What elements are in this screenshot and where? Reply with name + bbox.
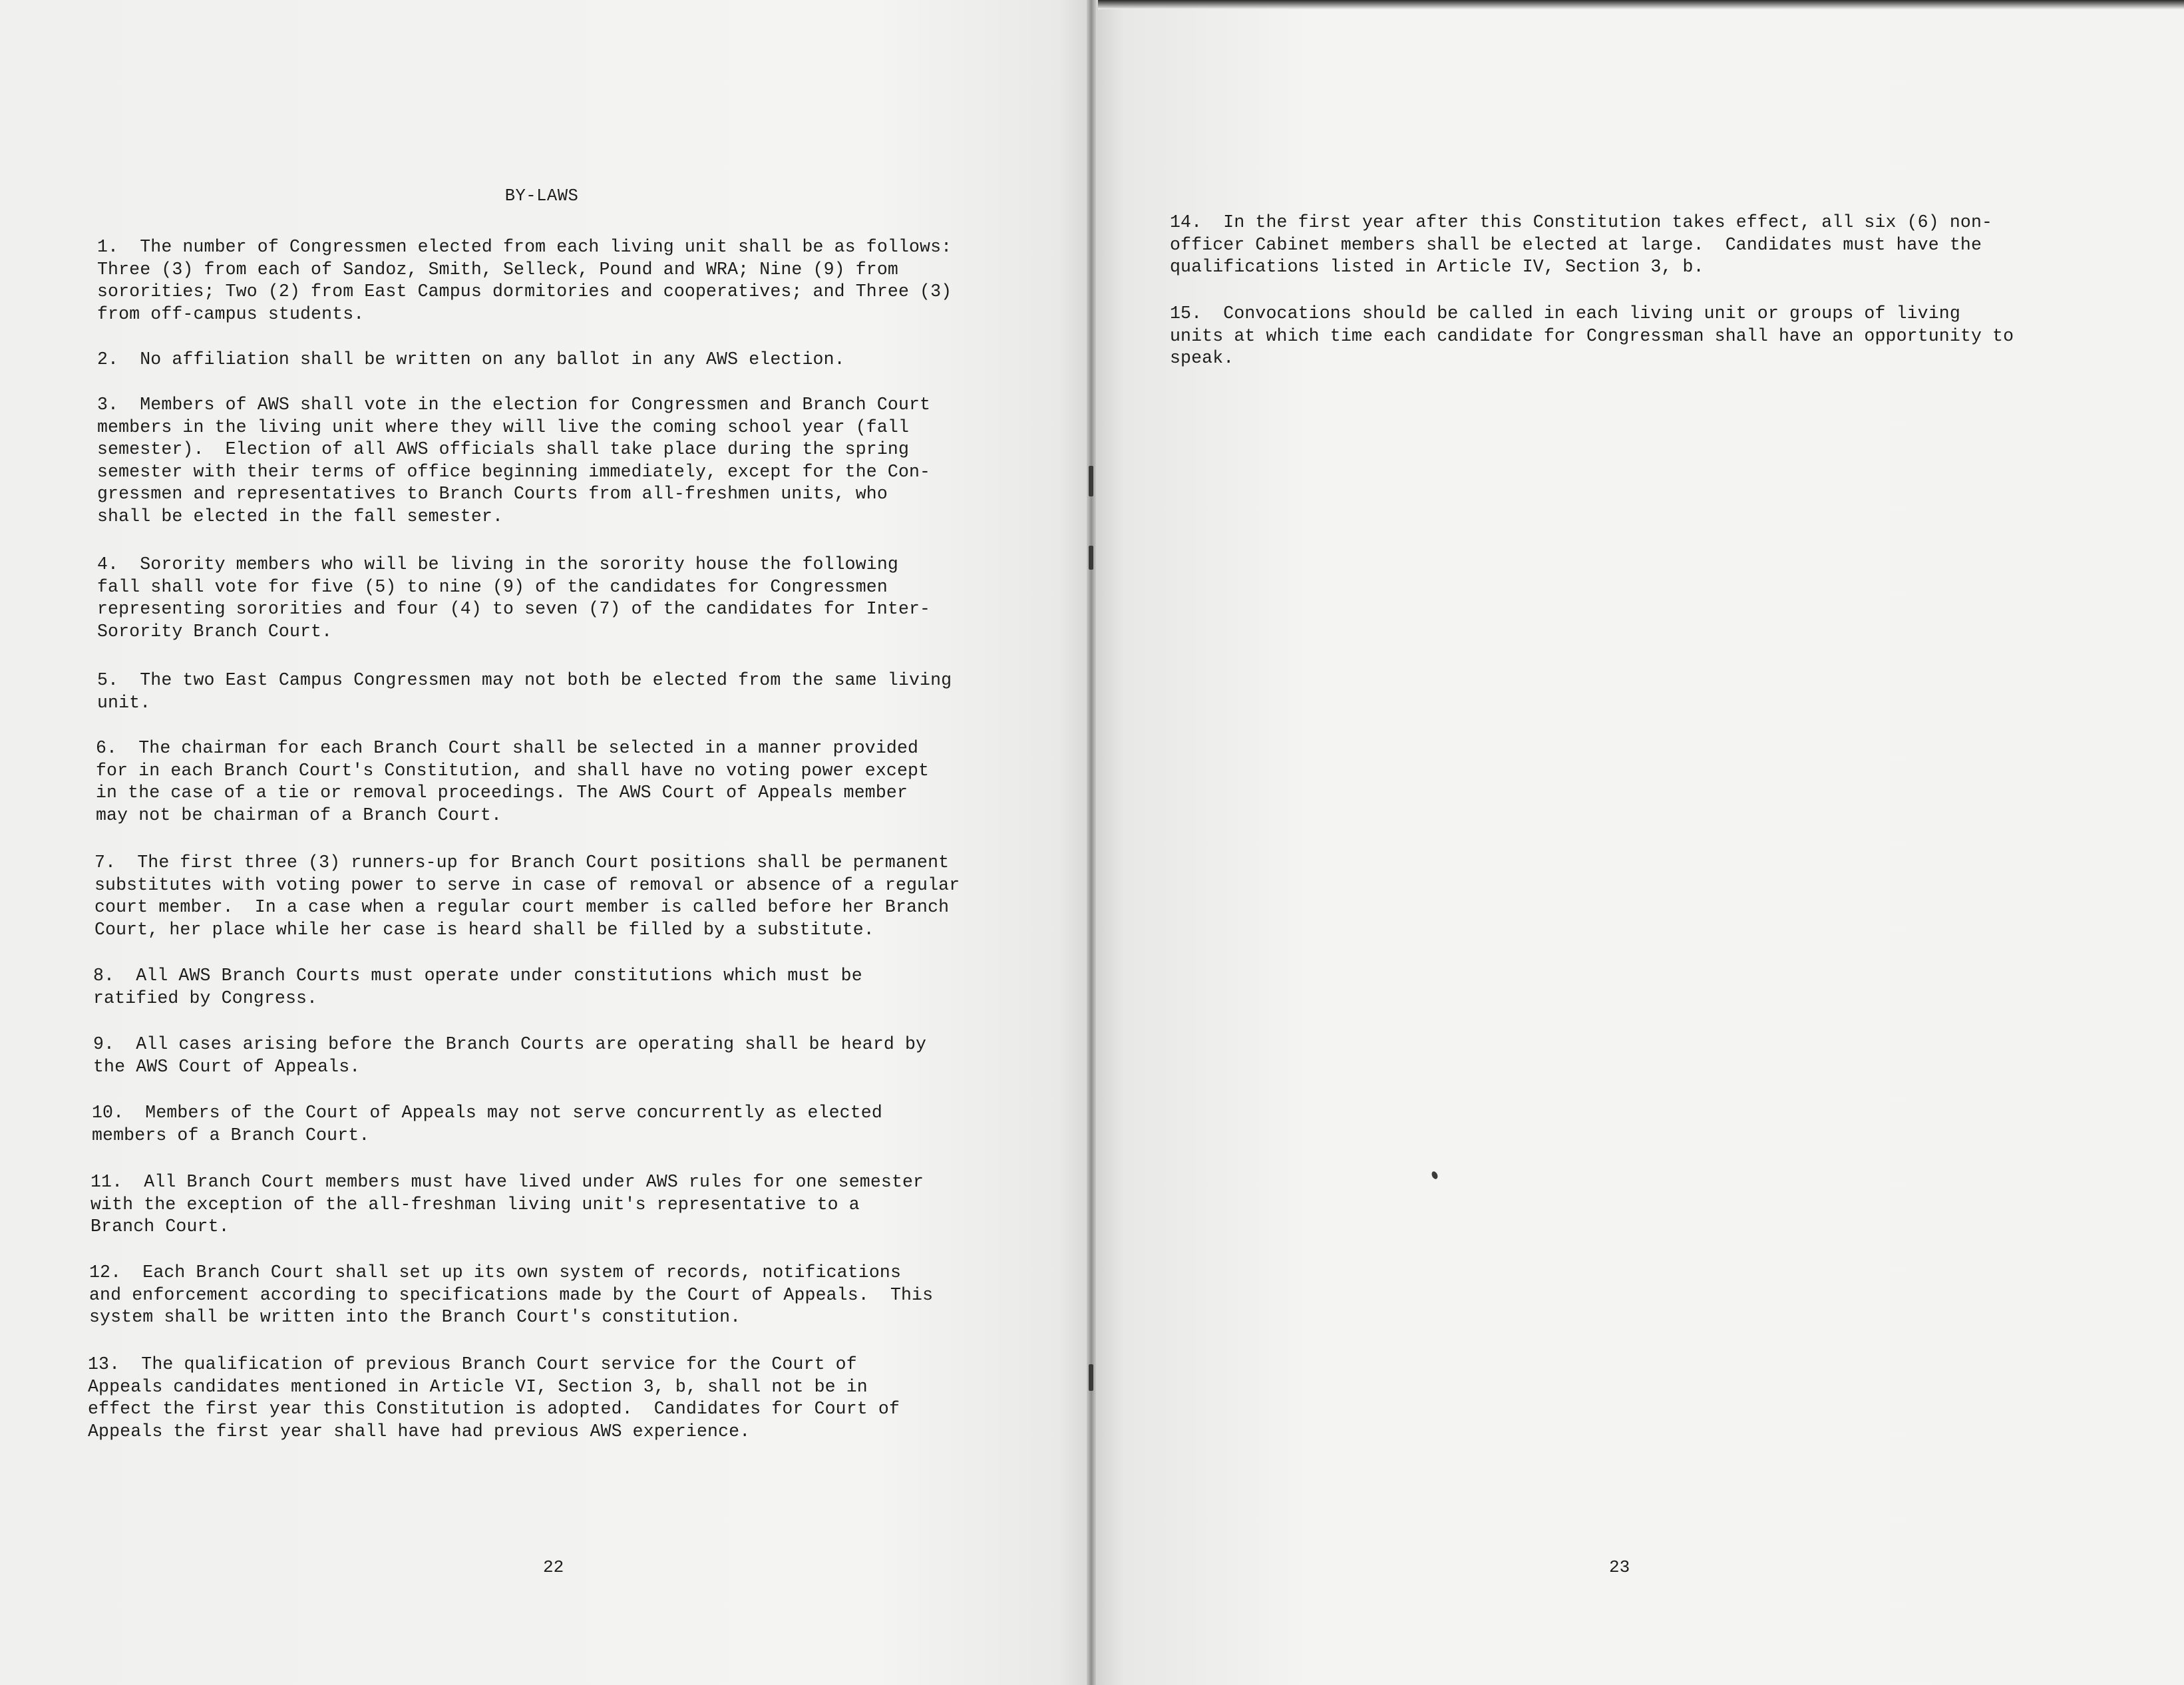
page-number: 22: [543, 1557, 564, 1577]
bylaw-13: 13. The qualification of previous Branch Court service for the Court of Appeals candidates mentioned in Article VI, Section 3, b, shall not be in effect the first year this Constitution is adopted. Candidates for Court of Appeals the first year shall have had previous AWS experience.: [88, 1354, 900, 1441]
paper-speck: [1431, 1171, 1439, 1180]
bylaw-7: 7. The first three (3) runners-up for Branch Court positions shall be permanent substitutes with voting power to serve in case of removal or absence of a regular court member. In a case when a regular court member is called before her Branch Court, her place while her case is heard shall be filled by a substitute.: [94, 852, 960, 940]
bylaw-1: 1. The number of Congressmen elected from each living unit shall be as follows: Three (3) from each of Sandoz, Smith, Selleck, Pound and WRA; Nine (9) from sororities; Two (2) from East Campus dormitories and cooperatives; and Three (3) from off-campus students.: [97, 237, 952, 324]
bylaw-11: 11. All Branch Court members must have lived under AWS rules for one semester with the exception of the all-freshman living unit's representative to a Branch Court.: [91, 1172, 924, 1236]
bylaw-6: 6. The chairman for each Branch Court shall be selected in a manner provided for in each Branch Court's Constitution, and shall have no voting power except in the case of a tie or removal proceedings. The AWS Court of Appeals member may not be chairman of a Branch Court.: [96, 738, 930, 825]
bylaw-9: 9. All cases arising before the Branch Courts are operating shall be heard by the AWS Court of Appeals.: [93, 1034, 927, 1077]
bylaw-12: 12. Each Branch Court shall set up its own system of records, notifications and enforcement according to specifications made by the Court of Appeals. This system shall be written into the Branch Court's constitution.: [89, 1262, 934, 1327]
staple-bottom: [1089, 1364, 1093, 1391]
page-top-shadow: [1098, 0, 2184, 9]
bylaw-8: 8. All AWS Branch Courts must operate under constitutions which must be ratified by Congress.: [93, 966, 862, 1008]
bylaw-15: 15. Convocations should be called in each living unit or groups of living units at which time each candidate for Congressman shall have an opportunity to speak.: [1170, 303, 2014, 368]
page-heading: [0, 186, 1091, 206]
bylaw-10: 10. Members of the Court of Appeals may not serve concurrently as elected members of a Branch Court.: [92, 1103, 882, 1145]
bylaw-2: 2. No affiliation shall be written on any ballot in any AWS election.: [97, 349, 845, 369]
staple-middle: [1089, 546, 1093, 570]
binding-gutter: [1087, 0, 1096, 1685]
bylaw-14: 14. In the first year after this Constitution takes effect, all six (6) non- officer Cabinet members shall be elected at large. Candidates must have the qualifications listed in Article IV, Section 3, b.: [1170, 212, 1993, 277]
bylaw-4: 4. Sorority members who will be living in the sorority house the following fall shall vote for five (5) to nine (9) of the candidates for Congressmen representing sororities and four (4) to seven (7) of the candidates for Inter- Sorority Branch Court.: [97, 554, 931, 642]
left-page: [0, 0, 1091, 1685]
page-number: 23: [1609, 1557, 1630, 1577]
heading-text: BY-LAWS: [504, 186, 579, 206]
staple-top: [1089, 466, 1093, 496]
right-page: [1091, 0, 2184, 1685]
bylaw-3: 3. Members of AWS shall vote in the election for Congressmen and Branch Court members in the living unit where they will live the coming school year (fall semester). Election of all AWS officials shall take place during the spring semester with their terms of office beginning immediately, except for the Con- gressmen and representatives to Branch Courts from all-freshmen units, who shall be elected in the fall semester.: [97, 395, 931, 526]
bylaw-5: 5. The two East Campus Congressmen may not both be elected from the same living unit.: [97, 670, 952, 713]
